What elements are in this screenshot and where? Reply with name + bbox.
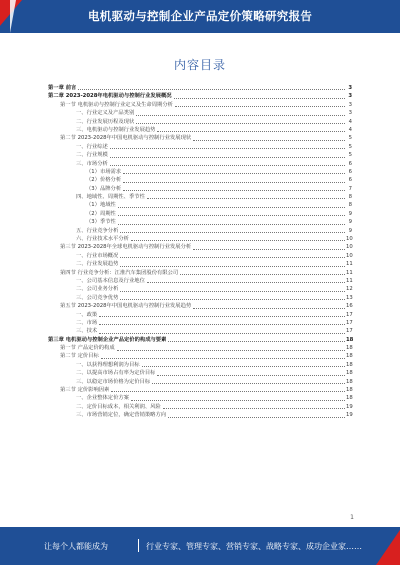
toc-leader-dots [147,282,345,283]
toc-entry-page: 3 [348,84,352,91]
toc-entry-text: 三、市场分析 [76,160,108,167]
toc-entry[interactable] [48,311,352,319]
toc-entry-text: 四、地域性、周期性、季节性 [76,194,145,201]
toc-entry[interactable] [48,243,352,251]
toc-entry[interactable] [48,403,352,411]
report-footer [0,527,400,565]
toc-entry-text: 二、市场 [76,319,98,326]
toc-entry-text: 第一节 电机驱动与控制行业定义及生命周期分析 [60,101,173,108]
footer-red-accent [376,527,400,565]
toc-entry[interactable] [48,327,352,335]
toc-entry-page: 18 [346,370,353,377]
toc-leader-dots [136,115,345,116]
toc-entry-page: 17 [346,311,353,318]
toc-entry-text: 一、行业市场概况 [76,252,119,259]
toc-entry[interactable] [48,193,352,201]
toc-entry[interactable] [48,344,352,352]
toc-entry[interactable] [48,378,352,386]
toc-leader-dots [157,131,345,132]
toc-leader-dots [110,157,345,158]
toc-entry[interactable] [48,294,352,302]
toc-leader-dots [136,123,345,124]
report-header [0,0,400,33]
toc-entry-page: 8 [348,202,352,209]
toc-entry-page: 17 [346,319,353,326]
toc-entry[interactable] [48,109,352,117]
footer-slogan-right: 行业专家、管理专家、营销专家、战略专家、成功企业家…… [146,542,362,551]
toc-leader-dots [131,400,345,401]
toc-entry-text: 一、行业定义及产品类别 [76,110,135,117]
toc-entry-page: 9 [348,219,352,226]
toc-entry[interactable] [48,92,352,100]
toc-entry-page: 10 [346,244,353,251]
toc-entry[interactable] [48,386,352,394]
toc-entry-page: 18 [346,345,353,352]
toc-entry-text: 五、行业竞争分析 [76,227,119,234]
toc-entry-page: 9 [348,227,352,234]
page-number: 1 [350,514,354,521]
toc-entry[interactable] [48,227,352,235]
header-white-stripe [10,0,16,33]
toc-entry-text: 三、技术 [76,328,98,335]
toc-entry-page: 10 [346,236,353,243]
toc-entry-page: 5 [348,152,352,159]
toc-entry-text: 一、企业整体定价方案 [76,395,129,402]
toc-leader-dots [193,249,345,250]
toc-leader-dots [168,341,345,342]
toc-entry-text: （1）市场需求 [86,168,122,175]
toc-entry-text: 第一章 前言 [48,84,77,91]
toc-entry-page: 18 [346,353,353,360]
toc-entry[interactable] [48,101,352,109]
toc-entry[interactable] [48,369,352,377]
toc-entry[interactable] [48,176,352,184]
toc-entry[interactable] [48,201,352,209]
toc-entry-text: （3）品牌分析 [86,185,122,192]
toc-leader-dots [174,98,345,99]
toc-entry-page: 10 [346,252,353,259]
toc-entry-page: 8 [348,194,352,201]
toc-leader-dots [123,190,345,191]
toc-entry-page: 9 [348,210,352,217]
toc-entry-page: 5 [348,135,352,142]
toc-entry-text: 第五节 2023-2028年中国电机驱动与控制行业发展趋势 [60,303,192,310]
toc-entry-text: （2）价格分析 [86,177,122,184]
toc-entry-text: 三、电机驱动与控制行业发展趋势 [76,126,156,133]
toc-entry-text: 第一节 产品定价的构成 [60,345,115,352]
toc-leader-dots [110,148,345,149]
toc-leader-dots [99,316,345,317]
toc-leader-dots [99,324,345,325]
toc-leader-dots [120,232,345,233]
toc-entry[interactable] [48,285,352,293]
toc-entry[interactable] [48,302,352,310]
toc-entry[interactable] [48,160,352,168]
toc-entry-text: 六、行业技术水平分析 [76,236,129,243]
toc-entry-page: 6 [348,160,352,167]
toc-entry-text: 一、政策 [76,311,98,318]
toc-entry[interactable] [48,185,352,193]
toc-leader-dots [163,408,345,409]
footer-slogan-left: 让每个人都能成为 [44,542,108,551]
toc-entry[interactable] [48,134,352,142]
table-of-contents [48,84,352,420]
toc-entry[interactable] [48,319,352,327]
toc-entry[interactable] [48,218,352,226]
toc-entry-text: 第二章 2023-2028年电机驱动与控制行业发展概况 [48,93,172,100]
toc-leader-dots [152,383,345,384]
toc-entry-text: 三、公司竞争优势 [76,294,119,301]
toc-leader-dots [99,333,345,334]
toc-leader-dots [120,299,345,300]
toc-leader-dots [118,224,345,225]
toc-entry-text: 一、公司基本信息及行业地位 [76,277,145,284]
toc-entry-page: 5 [348,143,352,150]
toc-entry-text: 二、行业规模 [76,152,108,159]
report-title: 电机驱动与控制企业产品定价策略研究报告 [88,9,313,23]
toc-entry[interactable] [48,277,352,285]
footer-divider [138,539,139,552]
toc-entry[interactable] [48,411,352,419]
toc-leader-dots [101,358,345,359]
toc-entry-text: 第三节 定价影响因素 [60,387,110,394]
toc-leader-dots [78,89,345,90]
toc-leader-dots [118,207,345,208]
toc-entry-text: （1）地域性 [86,202,116,209]
toc-entry[interactable] [48,168,352,176]
toc-entry[interactable] [48,84,352,92]
toc-entry-text: 二、定价目标成本，相关利润、风险 [76,403,161,410]
toc-leader-dots [142,366,345,367]
toc-leader-dots [120,266,345,267]
toc-entry-page: 19 [346,412,353,419]
toc-entry-page: 13 [346,294,353,301]
toc-entry[interactable] [48,361,352,369]
toc-leader-dots [110,165,345,166]
toc-heading: 内容目录 [173,58,226,72]
toc-entry-page: 11 [346,277,353,284]
toc-entry[interactable] [48,210,352,218]
toc-entry-text: 二、公司业务分析 [76,286,119,293]
toc-entry-page: 11 [346,261,353,268]
toc-leader-dots [111,391,345,392]
toc-entry-page: 19 [346,403,353,410]
toc-leader-dots [123,182,345,183]
toc-entry-page: 16 [346,303,353,310]
toc-entry[interactable] [48,126,352,134]
toc-leader-dots [193,140,345,141]
toc-entry-text: （3）季节性 [86,219,116,226]
toc-entry[interactable] [48,353,352,361]
toc-entry-text: 一、以获得理想利润为目标 [76,361,140,368]
toc-entry-page: 3 [348,101,352,108]
toc-entry-text: 第三章 电机驱动与控制企业产品定价的构成与要素 [48,336,167,343]
toc-entry-text: 第四节 行业竞争分析：江淮汽车集团股份有限公司 [60,269,179,276]
toc-leader-dots [131,240,345,241]
toc-entry-page: 18 [346,336,354,343]
toc-entry-page: 4 [348,126,352,133]
toc-entry-page: 12 [346,286,353,293]
toc-entry-page: 18 [346,361,353,368]
toc-entry-text: 二、行业发展趋势 [76,261,119,268]
toc-leader-dots [168,417,345,418]
toc-leader-dots [157,375,345,376]
toc-entry-page: 6 [348,177,352,184]
toc-entry[interactable] [48,143,352,151]
toc-leader-dots [123,173,345,174]
toc-entry-text: 三、以稳定市场价格为定价目标 [76,378,151,385]
toc-leader-dots [117,350,345,351]
toc-entry-page: 6 [348,168,352,175]
toc-entry-page: 7 [348,185,352,192]
toc-entry[interactable] [48,252,352,260]
toc-entry-page: 4 [348,118,352,125]
toc-entry-text: 三、市场营销定位，确定营销策略方向 [76,412,167,419]
toc-leader-dots [120,257,345,258]
toc-entry-page: 3 [348,110,352,117]
toc-entry-page: 17 [346,328,353,335]
toc-entry-text: （2）周期性 [86,210,116,217]
toc-entry-text: 第二节 2023-2028年中国电机驱动与控制行业发展现状 [60,135,192,142]
toc-entry-page: 18 [346,395,353,402]
toc-entry[interactable] [48,118,352,126]
toc-leader-dots [175,106,345,107]
toc-entry[interactable] [48,394,352,402]
toc-entry[interactable] [48,260,352,268]
toc-entry-page: 3 [348,93,352,100]
toc-entry-page: 11 [346,269,353,276]
toc-leader-dots [180,274,345,275]
toc-entry-text: 一、行业综述 [76,143,108,150]
toc-entry-text: 第二节 定价目标 [60,353,99,360]
toc-entry[interactable] [48,269,352,277]
toc-entry[interactable] [48,336,352,344]
toc-entry-text: 第三节 2023-2028年全球电机驱动与控制行业发展分析 [60,244,192,251]
toc-entry-text: 二、以提高市场占有率为定价目标 [76,370,156,377]
toc-entry-page: 18 [346,378,353,385]
toc-entry-page: 18 [346,387,353,394]
toc-leader-dots [120,291,345,292]
toc-entry[interactable] [48,235,352,243]
toc-leader-dots [118,215,345,216]
toc-entry-text: 二、行业发展历程及现状 [76,118,135,125]
toc-entry[interactable] [48,151,352,159]
toc-leader-dots [147,198,345,199]
toc-leader-dots [193,308,345,309]
